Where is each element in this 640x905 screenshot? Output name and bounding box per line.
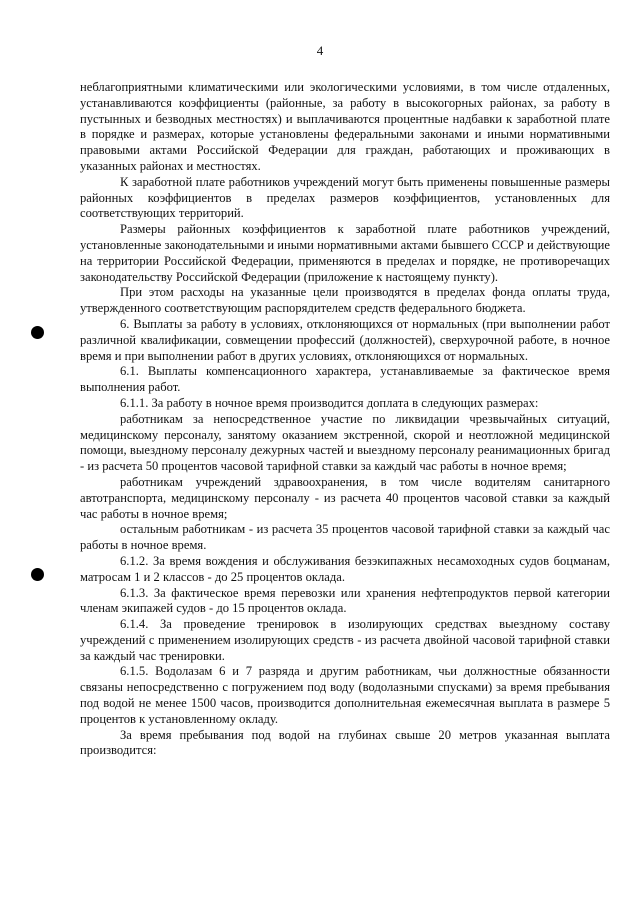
paragraph-continuation: неблагоприятными климатическими или экологическими условиями, в том числе отдаленных, устанавливаются коэффициенты (районные, за работу в высокогорных районах, за работу в пустынных и безводных местностях) и выплачиваются процентные надбавки к заработной плате в порядке и размерах, которые установлены федеральными законами и иными нормативными правовыми актами Российской Федерации для граждан, работающих и проживающих в указанных районах и местностях. — [80, 80, 610, 173]
paragraph-night-emergency: работникам за непосредственное участие по ликвидации чрезвычайных ситуаций, медицинскому персоналу, занятому оказанием экстренной, скорой и неотложной медицинской помощи, выездному персоналу дежурных частей и выездному персоналу реанимационных бригад - из расчета 50 процентов часовой тарифной ставки за каждый час работы в ночное время; — [80, 411, 610, 474]
paragraph-night-healthcare: работникам учреждений здравоохранения, в том числе водителям санитарного автотранспорта, медицинскому персоналу - из расчета 40 процентов часовой ставки за каждый час работы в ночное время; — [80, 474, 610, 521]
paragraph-expenses: При этом расходы на указанные цели производятся в пределах фонда оплаты труда, утвержденного соответствующим распорядителем средств федерального бюджета. — [80, 285, 610, 316]
paragraph-section-6-1-2: 6.1.2. За время вождения и обслуживания безэкипажных несамоходных судов боцманам, матросам 1 и 2 классов - до 25 процентов оклада. — [80, 553, 610, 584]
punch-hole-mark — [31, 568, 44, 581]
paragraph-section-6-1-4: 6.1.4. За проведение тренировок в изолирующих средствах выездному составу учреждений с применением изолирующих средств - из расчета двойной часовой тарифной ставки за каждый час тренировки. — [80, 617, 610, 663]
paragraph-night-others: остальным работникам - из расчета 35 процентов часовой тарифной ставки за каждый час работы в ночное время. — [80, 522, 610, 553]
document-body — [80, 80, 610, 759]
paragraph-section-6: 6. Выплаты за работу в условиях, отклоняющихся от нормальных (при выполнении работ различной квалификации, совмещении профессий (должностей), сверхурочной работе, в ночное время и при выполнении работ в других условиях, отклоняющихся от нормальных. — [80, 316, 610, 363]
paragraph-section-6-1-5: 6.1.5. Водолазам 6 и 7 разряда и другим работникам, чьи должностные обязанности связаны непосредственно с погружением под воду (водолазными спусками) за время пребывания под водой не менее 1500 часов, производится дополнительная ежемесячная выплата в размере 5 процентов к установленному окладу. — [80, 664, 610, 726]
punch-hole-mark — [31, 326, 44, 339]
paragraph-depth-payment: За время пребывания под водой на глубинах свыше 20 метров указанная выплата производится: — [80, 727, 610, 758]
paragraph-section-6-1-3: 6.1.3. За фактическое время перевозки или хранения нефтепродуктов первой категории членам экипажей судов - до 15 процентов оклада. — [80, 585, 610, 616]
paragraph-section-6-1-1: 6.1.1. За работу в ночное время производится доплата в следующих размерах: — [120, 395, 539, 410]
page-number: 4 — [316, 43, 324, 58]
paragraph-regional-coefficients: К заработной плате работников учреждений могут быть применены повышенные размеры районных коэффициентов в пределах размеров коэффициентов, установленных для соответствующих территорий. — [80, 174, 610, 221]
paragraph-coefficient-sizes: Размеры районных коэффициентов к заработной плате работников учреждений, установленные законодательными и иными нормативными актами бывшего СССР и действующие на территории Российской Федерации, применяются в пределах и порядке, не противоречащих законодательству Российской Федерации (приложение к настоящему пункту). — [80, 222, 610, 284]
paragraph-section-6-1: 6.1. Выплаты компенсационного характера, устанавливаемые за фактическое время выполнения работ. — [80, 364, 610, 395]
